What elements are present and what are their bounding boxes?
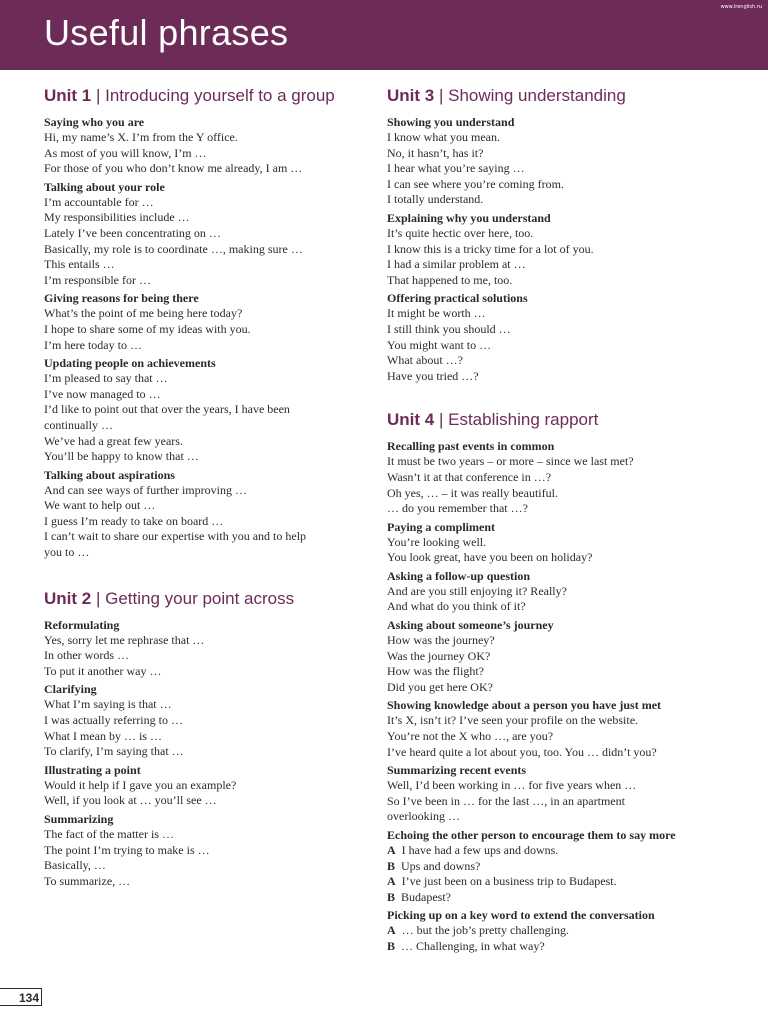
page-title: Useful phrases (44, 12, 289, 53)
unit-title (44, 84, 360, 110)
phrase-section (387, 438, 717, 516)
phrase-line: It might be worth … (387, 306, 486, 321)
phrase-line: I know what you mean. (387, 130, 500, 144)
dialogue-line (387, 890, 717, 906)
phrase-line: You’re not the X who …, are you? (387, 729, 554, 744)
phrase-line: I’m pleased to say that … (44, 371, 168, 386)
phrase-line: What about …? (387, 353, 463, 368)
phrase-line: continually … (44, 417, 113, 432)
section-heading: Talking about aspirations (44, 467, 175, 482)
unit-1 (44, 84, 360, 561)
phrase-line: As most of you will know, I’m … (44, 145, 207, 160)
phrase-line: I’ve now managed to … (44, 386, 161, 401)
unit-separator: | (95, 86, 101, 105)
speaker-label: A (387, 923, 396, 938)
unit-separator: | (438, 86, 444, 105)
dialogue-text: … but the job’s pretty challenging. (401, 923, 569, 938)
phrase-line: We’ve had a great few years. (44, 433, 183, 448)
section-heading: Showing knowledge about a person you have just met (387, 698, 662, 713)
phrase-line: Have you tried …? (387, 368, 479, 383)
phrase-line: For those of you who don’t know me already, I am … (44, 161, 303, 176)
phrase-line: overlooking … (387, 809, 460, 824)
phrase-line: To put it another way … (44, 663, 162, 678)
unit-number: Unit 1 (44, 86, 92, 105)
phrase-line: I hope to share some of my ideas with you. (44, 321, 251, 336)
section-heading: Echoing the other person to encourage them to say more (387, 828, 676, 842)
section-heading: Summarizing (44, 812, 114, 826)
phrase-line: And can see ways of further improving … (44, 482, 247, 497)
site-url: www.lrenglish.ru (720, 4, 762, 10)
phrase-line: Yes, sorry let me rephrase that … (44, 632, 205, 647)
phrase-section (387, 290, 717, 384)
section-heading: Offering practical solutions (387, 291, 528, 306)
section-heading: Showing you understand (387, 115, 515, 129)
phrase-section (387, 617, 717, 695)
section-heading: Saying who you are (44, 115, 145, 129)
dialogue-line (387, 859, 717, 875)
section-heading: Giving reasons for being there (44, 291, 199, 306)
unit-name: Introducing yourself to a group (105, 86, 335, 105)
dialogue-line (387, 874, 717, 890)
speaker-label: A (387, 843, 396, 857)
dialogue-line (387, 843, 717, 859)
unit-3 (387, 84, 717, 384)
phrase-line: No, it hasn’t, has it? (387, 145, 484, 160)
phrase-line: I was actually referring to … (44, 713, 183, 728)
phrase-line: I’d like to point out that over the years, I have been (44, 402, 290, 417)
phrase-line: How was the journey? (387, 633, 495, 648)
section-heading: Updating people on achievements (44, 356, 216, 371)
dialogue-text: I have had a few ups and downs. (401, 843, 559, 857)
phrase-line: I can’t wait to share our expertise with you and to help (44, 529, 307, 544)
phrase-section (387, 210, 717, 288)
unit-name: Establishing rapport (448, 410, 599, 430)
phrase-line: Would it help if I gave you an example? (44, 777, 237, 792)
phrase-line: I’m responsible for … (44, 272, 151, 287)
phrase-line: It’s X, isn’t it? I’ve seen your profile on the website. (387, 713, 639, 728)
phrase-line: Lately I’ve been concentrating on … (44, 225, 221, 240)
unit-title (44, 587, 360, 613)
phrase-line: How was the flight? (387, 664, 484, 679)
phrase-section (387, 907, 717, 954)
phrase-section (387, 114, 717, 208)
phrase-line: Well, if you look at … you’ll see … (44, 793, 217, 808)
section-heading: Summarizing recent events (387, 763, 527, 778)
phrase-line: And what do you think of it? (387, 599, 526, 614)
phrase-line: I’m accountable for … (44, 194, 154, 209)
section-heading: Asking a follow-up question (387, 568, 531, 583)
phrase-line: So I’ve been in … for the last …, in an apartment (387, 793, 625, 808)
unit-number: Unit 4 (387, 410, 435, 430)
phrase-line: I know this is a tricky time for a lot of you. (387, 241, 594, 256)
phrase-line: Was the journey OK? (387, 648, 491, 663)
phrase-line: You look great, have you been on holiday? (387, 550, 593, 565)
phrase-line: This entails … (44, 257, 115, 272)
phrase-line: In other words … (44, 648, 129, 663)
phrase-section (44, 811, 360, 889)
section-heading: Illustrating a point (44, 762, 141, 777)
section-heading: Asking about someone’s journey (387, 618, 554, 633)
phrase-section (387, 568, 717, 615)
unit-title (387, 84, 717, 110)
speaker-label: B (387, 938, 396, 953)
phrase-line: It’s quite hectic over here, too. (387, 225, 534, 240)
phrase-line: You might want to … (387, 337, 492, 352)
phrase-section (387, 697, 717, 760)
left-column (44, 84, 360, 889)
phrase-line: My responsibilities include … (44, 210, 190, 225)
phrase-line: The point I’m trying to make is … (44, 842, 210, 857)
phrase-line: To summarize, … (44, 873, 131, 888)
dialogue-text: Budapest? (401, 889, 452, 904)
dialogue-line (387, 939, 717, 955)
section-heading: Paying a compliment (387, 519, 495, 534)
phrase-line: Did you get here OK? (387, 679, 493, 694)
dialogue-text: … Challenging, in what way? (401, 938, 545, 953)
phrase-section (387, 519, 717, 566)
phrase-line: I hear what you’re saying … (387, 161, 525, 176)
phrase-line: That happened to me, too. (387, 272, 513, 287)
phrase-line: And are you still enjoying it? Really? (387, 583, 567, 598)
unit-number: Unit 2 (44, 588, 92, 608)
phrase-section (387, 762, 717, 825)
phrase-line: I had a similar problem at … (387, 257, 526, 272)
phrase-section (44, 290, 360, 353)
phrase-line: I’ve heard quite a lot about you, too. You … didn’t you? (387, 744, 657, 759)
unit-name: Showing understanding (448, 86, 626, 105)
phrase-line: I totally understand. (387, 192, 484, 207)
phrase-line: I guess I’m ready to take on board … (44, 513, 224, 528)
phrase-line: What’s the point of me being here today? (44, 306, 243, 321)
phrase-line: Basically, my role is to coordinate …, making sure … (44, 241, 303, 256)
speaker-label: B (387, 858, 396, 873)
header-banner (0, 0, 768, 70)
phrase-line: you to … (44, 545, 90, 560)
phrase-line: Wasn’t it at that conference in …? (387, 469, 552, 484)
phrase-section (44, 179, 360, 289)
phrase-line: … do you remember that …? (387, 501, 528, 516)
phrase-line: Basically, … (44, 858, 106, 873)
phrase-line: Oh yes, … – it was really beautiful. (387, 485, 558, 500)
unit-separator: | (438, 410, 444, 430)
phrase-line: Hi, my name’s X. I’m from the Y office. (44, 130, 238, 144)
unit-title (387, 408, 717, 434)
unit-name: Getting your point across (105, 588, 295, 608)
phrase-line: You’ll be happy to know that … (44, 449, 199, 464)
section-heading: Picking up on a key word to extend the conversation (387, 908, 655, 923)
phrase-line: We want to help out … (44, 498, 156, 513)
phrase-line: I’m here today to … (44, 337, 142, 352)
phrase-section (44, 762, 360, 809)
phrase-section (44, 617, 360, 680)
phrase-line: Well, I’d been working in … for five years when … (387, 778, 637, 793)
phrase-line: It must be two years – or more – since we last met? (387, 454, 634, 469)
phrase-line: To clarify, I’m saying that … (44, 744, 184, 759)
speaker-label: B (387, 889, 396, 904)
phrase-section (44, 355, 360, 465)
section-heading: Reformulating (44, 617, 120, 632)
unit-2 (44, 587, 360, 890)
unit-number: Unit 3 (387, 86, 435, 105)
phrase-line: The fact of the matter is … (44, 827, 174, 841)
unit-separator: | (95, 588, 101, 608)
phrase-line: What I mean by … is … (44, 728, 162, 743)
phrase-line: I can see where you’re coming from. (387, 176, 564, 191)
phrase-section (387, 827, 717, 905)
section-heading: Clarifying (44, 682, 97, 697)
page-number: 134 (0, 988, 42, 1006)
section-heading: Recalling past events in common (387, 439, 555, 454)
unit-4 (387, 408, 717, 954)
dialogue-line (387, 923, 717, 939)
phrase-line: I still think you should … (387, 321, 511, 336)
phrase-line: You’re looking well. (387, 534, 487, 549)
right-column (387, 84, 717, 955)
phrase-line: What I’m saying is that … (44, 697, 172, 712)
dialogue-text: Ups and downs? (401, 858, 481, 873)
section-heading: Talking about your role (44, 179, 165, 194)
phrase-section (44, 467, 360, 561)
phrase-section (44, 681, 360, 759)
speaker-label: A (387, 874, 396, 889)
dialogue-text: I’ve just been on a business trip to Budapest. (401, 874, 617, 889)
phrase-section (44, 114, 360, 177)
section-heading: Explaining why you understand (387, 210, 551, 225)
